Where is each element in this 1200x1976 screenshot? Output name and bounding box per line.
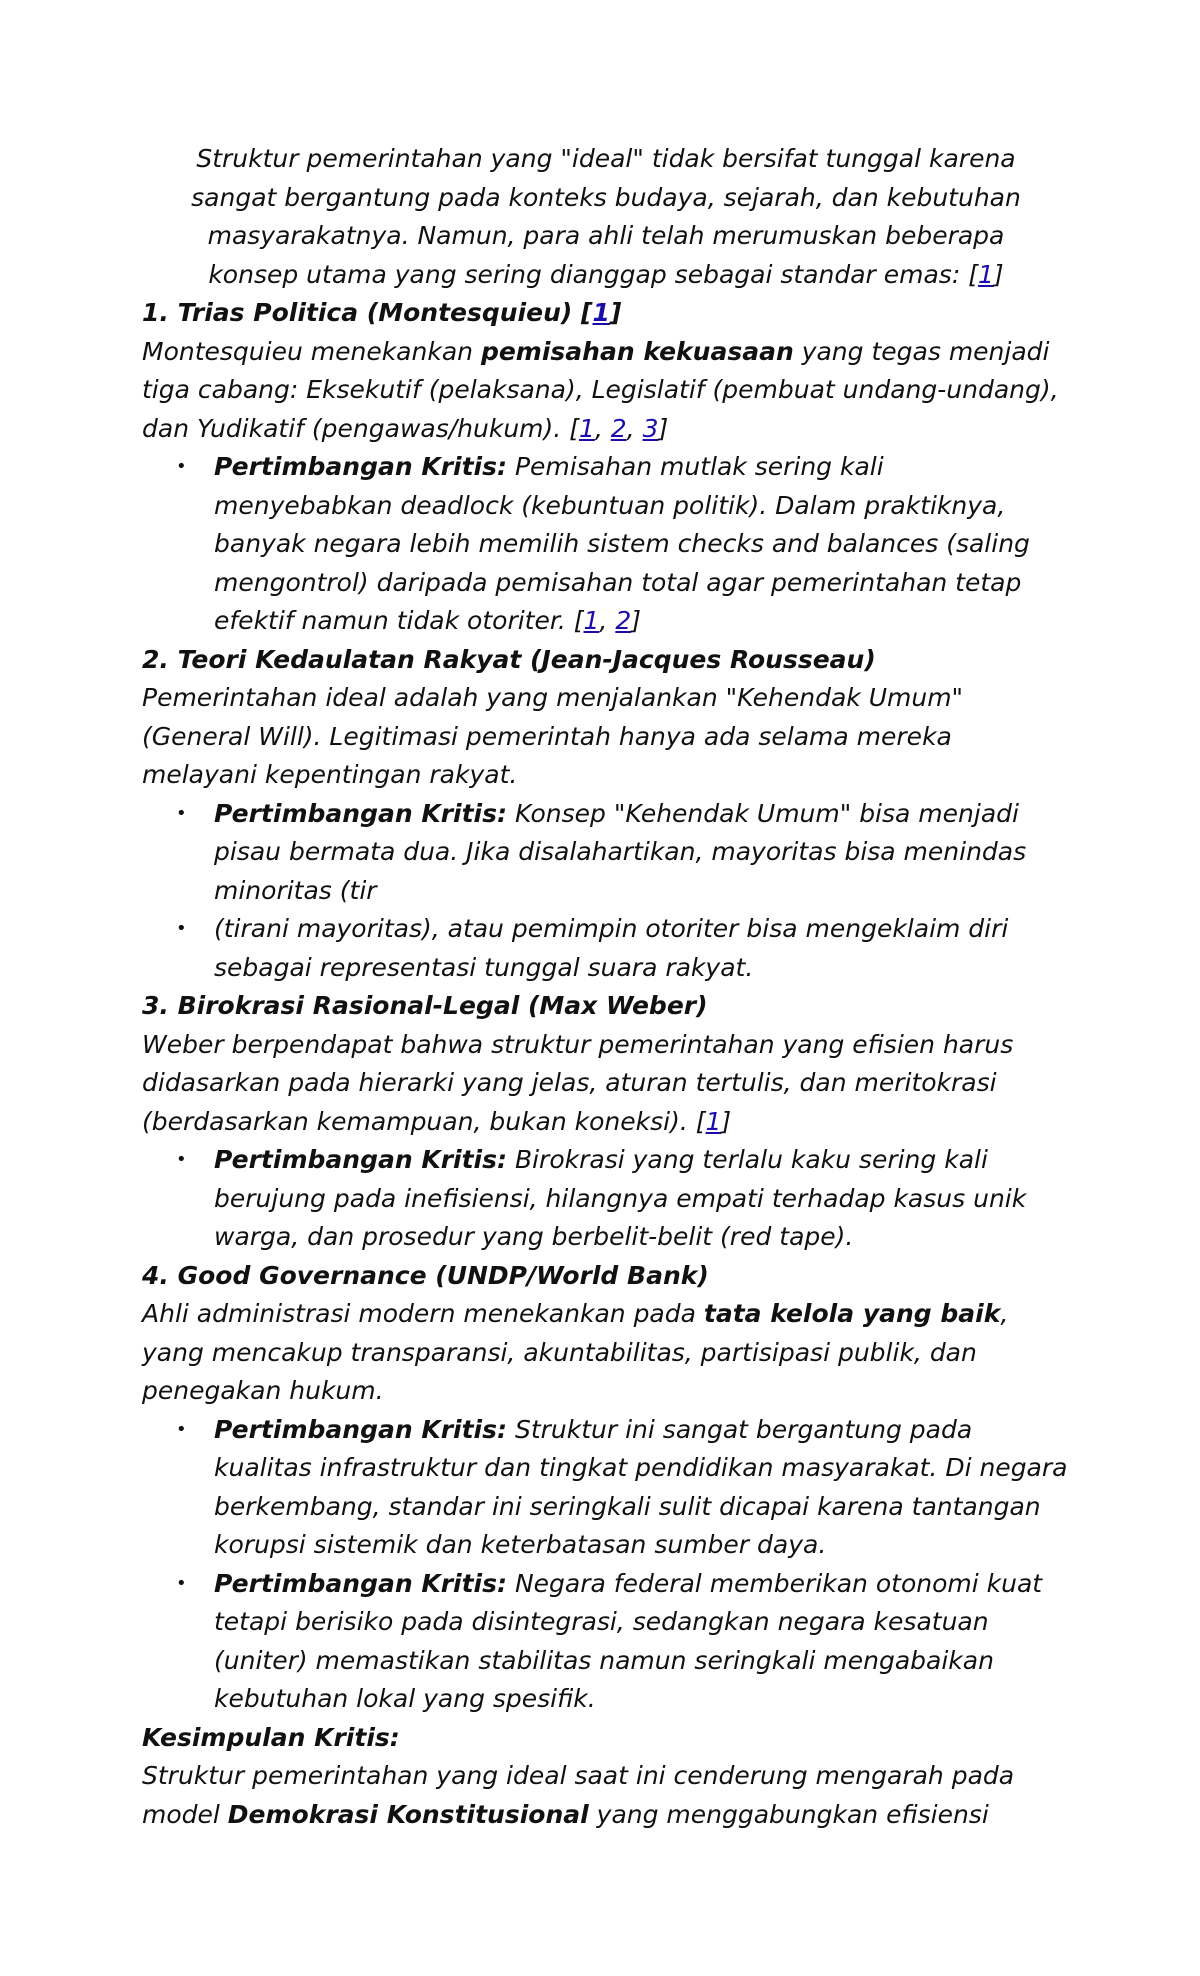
citation-link[interactable]: 3 [642, 413, 659, 443]
section-paragraph: Ahli administrasi modern menekankan pada tata kelola yang baik, yang mencakup transparansi, akuntabilitas, partisipasi publik, dan penegakan hukum. [142, 1299, 1009, 1405]
citation-link[interactable]: 1 [592, 298, 610, 327]
section-paragraph: Weber berpendapat bahwa struktur pemerintahan yang efisien harus didasarkan pada hierarki yang jelas, aturan tertulis, dan meritokrasi (berdasarkan kemampuan, bukan koneksi). [1] [142, 1029, 1014, 1136]
list-item: • Pertimbangan Kritis: Pemisahan mutlak sering kali menyebabkan deadlock (kebuntuan politik). Dalam praktiknya, banyak negara lebih memilih sistem checks and balances (saling mengontrol) daripada pemisahan total agar pemerintahan tetap efektif namun tidak otoriter. [1, 2] [214, 448, 1070, 641]
emphasis-text: Demokrasi Konstitusional [227, 1799, 589, 1829]
bullet-label: Pertimbangan Kritis: [214, 452, 508, 481]
section-paragraph: Pemerintahan ideal adalah yang menjalankan "Kehendak Umum" (General Will). Legitimasi pemerintah hanya ada selama mereka melayani kepentingan rakyat. [142, 683, 964, 789]
list-item: • Pertimbangan Kritis: Negara federal memberikan otonomi kuat tetapi berisiko pada disintegrasi, sedangkan negara kesatuan (uniter) memastikan stabilitas namun seringkali mengabaikan kebutuhan lokal yang spesifik. [214, 1565, 1070, 1719]
list-item: • (tirani mayoritas), atau pemimpin otoriter bisa mengeklaim diri sebagai representasi tunggal suara rakyat. [214, 910, 1070, 987]
section-heading-birokrasi: 3. Birokrasi Rasional-Legal (Max Weber) [142, 991, 708, 1020]
citation-link[interactable]: 2 [615, 606, 632, 635]
bullet-label: Pertimbangan Kritis: [214, 798, 508, 828]
intro-text: Struktur pemerintahan yang "ideal" tidak bersifat tunggal karena sangat bergantung pada konteks budaya, sejarah, dan kebutuhan masyarakatnya. Namun, para ahli telah merumuskan beberapa konsep utama yang sering dianggap sebagai standar emas: [191, 144, 1021, 289]
bullet-list [142, 795, 1070, 988]
list-item: • Pertimbangan Kritis: Birokrasi yang terlalu kaku sering kali berujung pada inefisiensi, hilangnya empati terhadap kasus unik warga, dan prosedur yang berbelit-belit (red tape). [214, 1141, 1070, 1257]
bullet-label: Pertimbangan Kritis: [214, 1414, 508, 1444]
citation-link[interactable]: 1 [977, 259, 994, 289]
bullet-label: Pertimbangan Kritis: [214, 1568, 508, 1598]
citation-link[interactable]: 1 [578, 413, 595, 443]
conclusion-heading: Kesimpulan Kritis: [142, 1722, 400, 1752]
bullet-icon: • [176, 802, 187, 824]
intro-paragraph: Struktur pemerintahan yang "ideal" tidak bersifat tunggal karena sangat bergantung pada konteks budaya, sejarah, dan kebutuhan masyarakatnya. Namun, para ahli telah merumuskan beberapa konsep utama yang sering dianggap sebagai standar emas: [1] [191, 144, 1021, 289]
section-heading-good-governance: 4. Good Governance (UNDP/World Bank) [142, 1260, 709, 1290]
emphasis-text: pemisahan kekuasaan [480, 336, 794, 366]
bullet-list [142, 448, 1070, 641]
citation-link[interactable]: 1 [583, 606, 600, 635]
section-heading-trias-politica: 1. Trias Politica (Montesquieu) [1] [142, 298, 622, 327]
emphasis-text: tata kelola yang baik [703, 1299, 1001, 1328]
list-item: • Pertimbangan Kritis: Struktur ini sangat bergantung pada kualitas infrastruktur dan tingkat pendidikan masyarakat. Di negara berkembang, standar ini seringkali sulit dicapai karena tantangan korupsi sistemik dan keterbatasan sumber daya. [214, 1411, 1070, 1565]
citation-link[interactable]: 1 [705, 1106, 722, 1136]
bullet-icon: • [176, 918, 187, 939]
section-heading-kedaulatan-rakyat: 2. Teori Kedaulatan Rakyat (Jean-Jacques Rousseau) [142, 644, 876, 674]
bullet-icon: • [176, 456, 187, 477]
list-item: • Pertimbangan Kritis: Konsep "Kehendak Umum" bisa menjadi pisau bermata dua. Jika disalahartikan, mayoritas bisa menindas minoritas (tir [214, 795, 1070, 911]
bullet-label: Pertimbangan Kritis: [214, 1145, 508, 1174]
conclusion-paragraph: Struktur pemerintahan yang ideal saat ini cenderung mengarah pada model Demokrasi Konstitusional yang menggabungkan efisiensi [142, 1761, 1015, 1829]
bullet-icon: • [176, 1572, 187, 1594]
bullet-icon: • [176, 1418, 187, 1440]
bullet-icon: • [176, 1149, 187, 1170]
citation-link[interactable]: 2 [610, 413, 627, 443]
bullet-list [142, 1141, 1070, 1257]
bullet-list [142, 1411, 1070, 1719]
section-paragraph: Montesquieu menekankan pemisahan kekuasaan yang tegas menjadi tiga cabang: Eksekutif (pelaksana), Legislatif (pembuat undang-undang), dan Yudikatif (pengawas/hukum). [1, 2, 3] [142, 336, 1059, 443]
